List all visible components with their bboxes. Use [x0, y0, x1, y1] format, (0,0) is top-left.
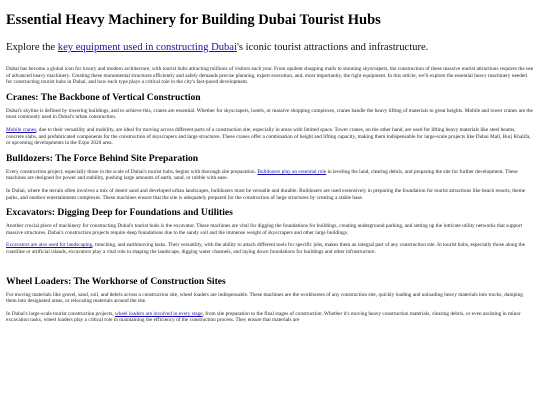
page-title: Essential Heavy Machinery for Building Dubai Tourist Hubs [6, 12, 381, 28]
lead-link[interactable]: key equipment used in constructing Dubai [57, 42, 237, 53]
section-heading-bulldozers: Bulldozers: The Force Behind Site Preparation [6, 152, 199, 164]
loaders-p2-after: , from site preparation to the final stages of construction. Whether it's moving heavy construction materials, clearing debris, or even assisting in minor excavation tasks, wheel loaders play a critical role in maintaining the efficiency of the construction process. They ensure that materials are [6, 310, 521, 324]
excavators-paragraph-2 [6, 242, 534, 255]
bulldozers-paragraph-2: In Dubai, where the terrain often involves a mix of desert sand and developed urban landscapes, bulldozers must be versatile and durable. Bulldozers are used extensively in preparing the foundation for tourist attractions like beach resorts, theme parks, and outdoor entertainment complexes. These machines ensure that the site is adequately prepared for the construction of large structures by creating a stable base. [6, 187, 526, 201]
excavators-landscaping-link[interactable]: Excavators are also used for landscaping [6, 242, 93, 249]
section-heading-excavators: Excavators: Digging Deep for Foundations and Utilities [6, 207, 233, 219]
section-heading-wheel-loaders: Wheel Loaders: The Workhorse of Construction Sites [6, 275, 226, 287]
cranes-paragraph-2 [6, 127, 534, 147]
excavators-paragraph-1: Another crucial piece of machinery for constructing Dubai's tourist hubs is the excavator. These machines are vital for digging the foundations for buildings, creating underground parking, and setting up the intricate utility networks that support massive structures. Dubai's construction projects require deep foundations due to the sandy soil and the immense weight of skyscrapers and other large buildings. [6, 223, 523, 236]
bulldozers-paragraph-1 [6, 169, 534, 182]
bulldozers-p1-before: Every construction project, especially those in the scale of Dubai's tourist hubs, begins with thorough site preparation. [6, 168, 258, 175]
intro-paragraph: Dubai has become a global icon for luxury and modern architecture, with tourist hubs attracting millions of visitors each year. From opulent shopping malls to stunning skyscrapers, the construction of these massive tourist attractions requires the use of advanced heavy machinery. Creating these monumental structures efficiently and safely demands precise planning, expert execution, and, most importantly, the right equipment. In this article, we'll explore the essential heavy machinery needed for constructing tourist hubs in Dubai, and how each type plays a critical role in the city's fast-paced development. [6, 66, 534, 86]
excavators-paragraph-2-text: , trenching, and earthmoving tasks. Their versatility, with the ability to attach different tools for specific jobs, makes them an integral part of any construction site. In tourist hubs, especially those along the coastline or artificial islands, excavators play a vital role in shaping the landscape, digging water channels, and laying down foundations for buildings and other infrastructure. [6, 242, 526, 255]
wheel-loaders-link[interactable]: wheel loaders are involved in every stage [114, 310, 203, 317]
cranes-paragraph-2-text: , due to their versatility and mobility, are ideal for moving across different parts of a construction site, especially in areas with limited space. Tower cranes, on the other hand, are used for lifting heavy materials like steel beams, concrete slabs, and prefabricated components for the construction of skyscrapers and large structures. These cranes offer a combination of height and lifting capacity, making them indispensable for large-scale projects like Dubai Mall, Burj Khalifa, or upcoming developments in the Expo 2020 area. [6, 126, 531, 147]
lead-text-before: Explore the [6, 42, 58, 53]
bulldozers-p1-after: in leveling the land, clearing debris, and preparing the site for further development. These machines are designed for power and stability, pushing large amounts of earth, sand, or rubble with ease. [6, 168, 518, 182]
mobile-cranes-link[interactable]: Mobile cranes [6, 126, 37, 133]
loaders-paragraph-2 [6, 311, 534, 324]
loaders-p2-before: In Dubai's large-scale tourist construction projects, [6, 310, 115, 317]
cranes-paragraph-1: Dubai's skyline is defined by towering buildings, and to achieve this, cranes are essential. Whether for skyscrapers, hotels, or massive shopping complexes, cranes handle the heavy lifting of materials to great heights. Mobile and tower cranes are the most commonly used in Dubai's urban construction. [6, 107, 533, 121]
bulldozers-link[interactable]: Bulldozers play an essential role [257, 168, 327, 175]
section-heading-cranes: Cranes: The Backbone of Vertical Construction [6, 91, 201, 103]
loaders-paragraph-1: For moving materials like gravel, sand, soil, and debris across a construction site, wheel loaders are indispensable. These machines are the workhorses of any construction site, quickly loading and unloading heavy materials into trucks, dumping them into designated areas, or relocating materials around the site. [6, 291, 523, 305]
lead-text-after: 's iconic tourist attractions and infrastructure. [236, 42, 429, 53]
lead-paragraph [6, 41, 534, 54]
